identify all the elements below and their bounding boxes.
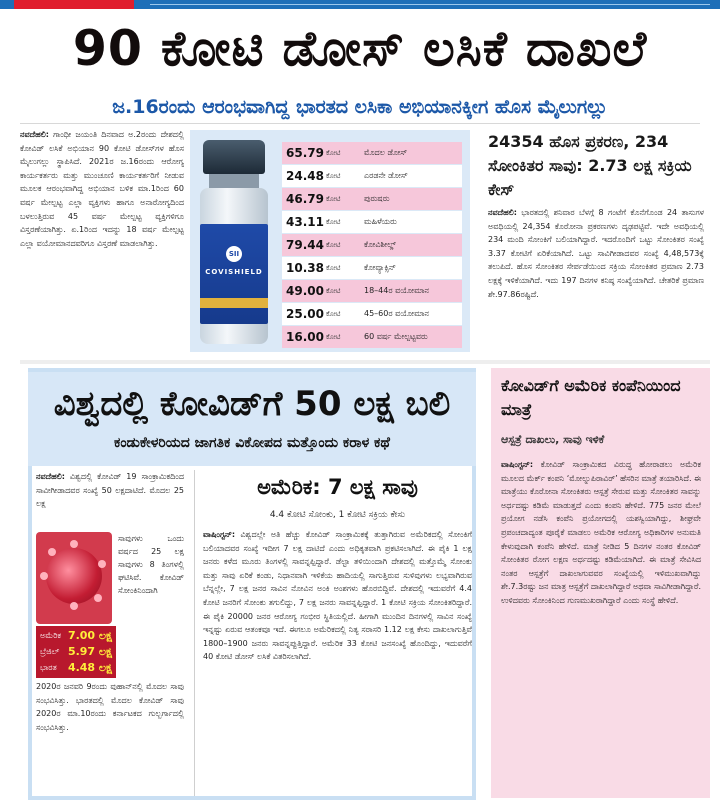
right-story: [488, 206, 704, 356]
usa-body-text: ವಿಶ್ವದಲ್ಲೇ ಅತಿ ಹೆಚ್ಚು ಕೋವಿಡ್ ಸಾಂಕ್ರಾಮಿಕಕ್ಕೆ ತುತ್ತಾಗಿರುವ ಅಮೆರಿಕದಲ್ಲಿ ಸೋಂಕಿಗೆ ಬಲಿಯಾದವರ ಸಂಖ್ಯೆ ಇದೀಗ 7 ಲಕ್ಷ ದಾಟಿದೆ ಎಂದು ಅಧಿಕೃತವಾಗಿ ಪ್ರಕಟಿಸಲಾಗಿದೆ. ಈ ಪೈಕಿ 1 ಲಕ್ಷ ಜನರು ಕಳೆದ ಮೂರು ತಿಂಗಳಲ್ಲಿ ಸಾವನ್ನಪ್ಪಿದ್ದಾರೆ. ಡೆಲ್ಟಾ ತಳಿಯಿಂದಾಗಿ ದೇಶದಲ್ಲಿ ಮತ್ತೊಮ್ಮೆ ಸೋಂಕು ಮತ್ತು ಸಾವು ಏರಿಕೆ ಕಂಡು, ನಿಧಾನವಾಗಿ ಇಳಿಕೆಯ ಹಾದಿಯಲ್ಲಿ ಸಾಗುತ್ತಿರುವ ಸುಳಿವುಗಳು ಲಭ್ಯವಾಗಿರುವ ಬೆನ್ನಲ್ಲೇ, 7 ಲಕ್ಷ ಜನರ ಸಾವಿನ ನೋವಿನ ಅಂಕಿ ಅಂಶಗಳು ಹೊರಬಿದ್ದಿವೆ. ದೇಶದಲ್ಲಿ ಇದುವರೆಗೆ 4.4 ಕೋಟಿ ಜನರಿಗೆ ಸೋಂಕು ತಗುಲಿದ್ದು, 7 ಲಕ್ಷ ಜನರು ಸಾವನ್ನಪ್ಪಿದ್ದಾರೆ. 1 ಕೋಟಿ ಸಕ್ರಿಯ ಸೋಂಕಿತರಿದ್ದಾರೆ. ಈ ಪೈಕಿ 20000 ಜನರ ಆರೋಗ್ಯ ಗಂಭೀರ ಸ್ಥಿತಿಯಲ್ಲಿದೆ. ಹೀಗಾಗಿ ಮುಂದಿನ ದಿನಗಳಲ್ಲಿ ಸಾವಿನ ಸಂಖ್ಯೆ ಇನ್ನಷ್ಟು ಏರುವ ಆತಂಕವೂ ಇದೆ. ಈಗಲೂ ಅಮೆರಿಕದಲ್ಲಿ ನಿತ್ಯ ಸರಾಸರಿ 1.12 ಲಕ್ಷ ಕೇಸು ದಾಖಲಾಗುತ್ತಿವೆ 1800–1900 ಜನರು ಸಾವನ್ನಪ್ಪುತ್ತಿದ್ದಾರೆ. ಅಮೆರಿಕ 33 ಕೋಟಿ ಜನಸಂಖ್ಯೆ ಹೊಂದಿದ್ದು, ಇದುವರೆಗೆ 40 ಕೋಟಿ ಡೋಸ್ ಲಸಿಕೆ ವಿತರಿಸಲಾಗಿದೆ.: [203, 530, 472, 662]
right-story-dateline: ನವದೆಹಲಿ:: [488, 208, 517, 217]
stat-unit: ಕೋಟಿ: [326, 287, 341, 295]
left-story: [20, 128, 184, 356]
stat-value: 79.44: [286, 238, 324, 252]
virus-spike: [48, 548, 56, 556]
vaccine-stat-row: [282, 280, 462, 302]
top-color-strip: [0, 0, 720, 9]
strip-line: [150, 4, 710, 5]
vaccine-stats-list: [282, 142, 462, 349]
country-value: 4.48 ಲಕ್ಷ: [67, 661, 112, 674]
world-left-column: [36, 470, 186, 796]
pill-story-text: ಕೋವಿಡ್ ಸಾಂಕ್ರಾಮಿಕದ ವಿರುದ್ಧ ಹೋರಾಡಲು ಅಮೆರಿಕ ಮೂಲದ ಮೆರ್ಕ್ ಕಂಪನಿ ‘ಮೋಲ್ನುಪಿರಾವಿರ್’ ಹೆಸರಿನ ಮಾತ್ರೆ ತಯಾರಿಸಿದೆ. ಈ ಮಾತ್ರೆಯು ಕೊರೋನಾ ಸೋಂಕಿತರು ಆಸ್ಪತ್ರೆ ಸೇರುವ ಮತ್ತು ಸೋಂಕಿತರ ಸಾವನ್ನು ಅರ್ಧದಷ್ಟು ಕಡಿಮೆ ಮಾಡುತ್ತದೆ ಎಂದು ಕಂಪನಿ ಹೇಳಿದೆ. 775 ಜನರ ಮೇಲೆ ಪ್ರಯೋಗ ನಡೆಸಿ ಕಂಪೆನಿ ಪ್ರಯೋಗದಲ್ಲಿ ಯಶಸ್ವಿಯಾಗಿದ್ದು, ಶೀಘ್ರವೇ ಪ್ರಪಂಚದಾದ್ಯಂತ ಪೂರೈಕೆ ಮಾಡಲು ಅಮೆರಿಕ ಆರೋಗ್ಯ ಅಧಿಕಾರಿಗಳ ಅನುಮತಿ ಕೇಳುವುದಾಗಿ ಕಂಪೆನಿ ಹೇಳಿದೆ. ಮಾತ್ರೆ ನೀಡಿದ 5 ದಿನಗಳ ನಂತರ ಕೋವಿಡ್ ಸೋಂಕಿತರ ರೋಗ ಲಕ್ಷಣ ಅರ್ಧದಷ್ಟು ಕಡಿಮೆಯಾಗಿದೆ. ಈ ಮಾತ್ರೆ ಸೇವಿಸಿದ ನಂತರ ಆಸ್ಪತ್ರೆಗೆ ದಾಖಲಾಗುವವರ ಸಂಖ್ಯೆಯಲ್ಲಿ ಇಳಿಮುಖವಾಗಿದ್ದು ಶೇ.7.3ರಷ್ಟು ಜನ ಮಾತ್ರ ಆಸ್ಪತ್ರೆಗೆ ದಾಖಲಾಗಿದ್ದಾರೆ ಅಥವಾ ಸಾವಿಗೀಡಾಗಿದ್ದಾರೆ. ಉಳಿದವರು ಸೋಂಕಿನಿಂದ ಗುಣಮುಖರಾಗಿದ್ದಾರೆ ಎಂದು ಸಂಸ್ಥೆ ಹೇಳಿದೆ.: [501, 460, 701, 605]
vaccine-stat-row: [282, 165, 462, 187]
pill-story-subhead: ಆಸ್ಪತ್ರೆ ದಾಖಲು, ಸಾವು ಇಳಿಕೆ: [501, 433, 605, 446]
vaccine-stat-row: [282, 211, 462, 233]
section-divider: [20, 360, 710, 364]
stat-value: 16.00: [286, 330, 324, 344]
usa-dateline: ವಾಷಿಂಗ್ಟನ್:: [203, 530, 236, 539]
vial-brand: COVISHIELD: [205, 268, 263, 276]
country-value: 5.97 ಲಕ್ಷ: [67, 645, 112, 658]
vaccine-stat-row: [282, 326, 462, 348]
country-deaths-box: [36, 626, 116, 678]
stat-label: ಪುರುಷರು: [364, 194, 390, 203]
stat-unit: ಕೋಟಿ: [326, 172, 341, 180]
vaccine-stat-row: [282, 234, 462, 256]
stat-value: 10.38: [286, 261, 324, 275]
stat-label: ಮೊದಲ ಡೋಸ್: [364, 148, 408, 157]
country-value: 7.00 ಲಕ್ಷ: [67, 629, 112, 642]
coronavirus-image: [36, 532, 112, 624]
country-stat-row: [40, 644, 112, 660]
vaccine-stat-row: [282, 142, 462, 164]
right-story-body: ಭಾರತದಲ್ಲಿ ಶನಿವಾರ ಬೆಳಗ್ಗೆ 8 ಗಂಟೆಗೆ ಕೊನೆಗೊಂಡ 24 ತಾಸುಗಳ ಅವಧಿಯಲ್ಲಿ 24,354 ಕೊರೋನಾ ಪ್ರಕರಣಗಳು ದೃಢಪಟ್ಟಿವೆ. ಇದೇ ಅವಧಿಯಲ್ಲಿ 234 ಮಂದಿ ಸೋಂಕಿಗೆ ಬಲಿಯಾಗಿದ್ದಾರೆ. ಇದರೊಂದಿಗೆ ಒಟ್ಟು ಸೋಂಕಿತರ ಸಂಖ್ಯೆ 3.37 ಕೋಟಿಗೆ ಏರಿಕೆಯಾಗಿದೆ. ಒಟ್ಟು ಸಾವಿಗೀಡಾದವರ ಸಂಖ್ಯೆ 4,48,573ಕ್ಕೆ ತಲುಪಿದೆ. ಹೊಸ ಸೋಂಕಿತರ ಸೇರ್ಪಡೆಯಿಂದ ಸಕ್ರಿಯ ಸೋಂಕಿತರ ಪ್ರಮಾಣ 2.73 ಲಕ್ಷಕ್ಕೆ ಇಳಿಕೆಯಾಗಿದೆ. ಇದು 197 ದಿನಗಳ ಕನಿಷ್ಠ ಸಂಖ್ಯೆಯಾಗಿದೆ. ಚೇತರಿಕೆ ಪ್ರಮಾಣ ಶೇ.97.86ರಷ್ಟಿದೆ.: [488, 208, 704, 299]
stat-unit: ಕೋಟಿ: [326, 241, 341, 249]
world-covid-title: ವಿಶ್ವದಲ್ಲಿ ಕೋವಿಡ್‌ಗೆ 50 ಲಕ್ಷ ಬಲಿ: [53, 384, 451, 424]
virus-spike: [70, 540, 78, 548]
stat-label: 18–44ರ ವಯೋಮಾನ: [364, 286, 429, 295]
vaccine-stat-row: [282, 303, 462, 325]
usa-subheadline: 4.4 ಕೋಟಿ ಸೋಂಕು, 1 ಕೋಟಿ ಸಕ್ರಿಯ ಕೇಸು: [269, 510, 406, 520]
stat-label: 45–60ರ ವಯೋಮಾನ: [364, 309, 429, 318]
sub-headline: ಜ.16ರಂದು ಆರಂಭವಾಗಿದ್ದ ಭಾರತದ ಲಸಿಕಾ ಅಭಿಯಾನಕ್ಕೀಗ ಹೊಸ ಮೈಲುಗಲ್ಲು: [20, 92, 700, 124]
section-tag: [14, 0, 134, 9]
world-left-intro-text: ವಿಶ್ವದಲ್ಲಿ ಕೋವಿಡ್ 19 ಸಾಂಕ್ರಾಮಿಕದಿಂದ ಸಾವೀಗೀಡಾದವರ ಸಂಖ್ಯೆ 50 ಲಕ್ಷದಾಟಿದೆ. ಮೊದಲ 25 ಲಕ್ಷ: [36, 472, 184, 509]
world-left-dateline: ನವದೆಹಲಿ:: [36, 472, 65, 481]
left-story-body: ಗಾಂಧೀ ಜಯಂತಿ ದಿನವಾದ ಅ.2ರಂದು ದೇಶದಲ್ಲಿ ಕೋವಿಡ್ ಲಸಿಕೆ ಅಭಿಯಾನ 90 ಕೋಟಿ ಡೋಸ್‌ಗಳ ಹೊಸ ಮೈಲುಗಲ್ಲು ಸ್ಥಾಪಿಸಿದೆ. 2021ರ ಜ.16ರಂದು ಆರೋಗ್ಯ ಕಾರ್ಯಕರ್ತರು ಮತ್ತು ಮುಂಚೂಣಿ ಕಾರ್ಯಕರ್ತರಿಗೆ ನೀಡುವ ಮೂಲಕ ಆರಂಭವಾಗಿದ್ದ ಅಭಿಯಾನ ಬಳಿಕ ಮಾ.1ರಿಂದ 60 ವರ್ಷ ಮೇಲ್ಪಟ್ಟ ಎಲ್ಲಾ ವ್ಯಕ್ತಿಗಳು ಹಾಗೂ ಅನಾರೋಗ್ಯದಿಂದ ಬಳಲುತ್ತಿರುವ 45 ವರ್ಷ ಮೇಲ್ಪಟ್ಟ ವ್ಯಕ್ತಿಗಳಿಗೂ ವಿಸ್ತರಣೆಯಾಗಿತ್ತು. ಏ.1ರಿಂದ ಇದನ್ನು 18 ವರ್ಷ ಮೇಲ್ಪಟ್ಟ ಎಲ್ಲಾ ವಯೋಮಾನದವರಿಗೂ ವಿಸ್ತರಣೆ ಮಾಡಲಾಗಿತ್ತು.: [20, 130, 184, 248]
vaccine-infobox: [190, 130, 470, 352]
right-story-headline: 24354 ಹೊಸ ಪ್ರಕರಣ, 234 ಸೋಂಕಿತರ ಸಾವು: 2.73 ಲಕ್ಷ ಸಕ್ರಿಯ ಕೇಸ್: [488, 132, 692, 199]
virus-spike: [40, 572, 48, 580]
pill-story-box: [491, 368, 710, 798]
vial-neck: [209, 174, 259, 188]
stat-value: 65.79: [286, 146, 324, 160]
world-left-more-text: 2020ರ ಜನವರಿ 9ರಂದು ವುಹಾನ್‌ನಲ್ಲಿ ಮೊದಲ ಸಾವು ಸಂಭವಿಸಿತ್ತು. ಭಾರತದಲ್ಲಿ ಮೊದಲ ಕೋವಿಡ್ ಸಾವು 2020ರ ಮಾ.10ರಂದು ಕರ್ನಾಟಕದ ಗುಲ್ಬರ್ಗಾದಲ್ಲಿ ಸಂಭವಿಸಿತ್ತು.: [36, 682, 184, 732]
pill-story-body: [501, 458, 701, 792]
stat-unit: ಕೋಟಿ: [326, 310, 341, 318]
stat-unit: ಕೋಟಿ: [326, 264, 341, 272]
vial-stripe: [200, 298, 268, 308]
stat-unit: ಕೋಟಿ: [326, 218, 341, 226]
main-headline: 90 ಕೋಟಿ ಡೋಸ್ ಲಸಿಕೆ ದಾಖಲೆ: [72, 20, 648, 77]
country-name: ಅಮೆರಿಕ: [40, 631, 62, 640]
stat-label: 60 ವರ್ಷ ಮೇಲ್ಪಟ್ಟವರು: [364, 332, 428, 341]
stat-value: 25.00: [286, 307, 324, 321]
stat-label: ಎರಡನೇ ಡೋಸ್: [364, 171, 408, 180]
country-name: ಭಾರತ: [40, 663, 57, 672]
virus-spike: [98, 560, 106, 568]
world-covid-header: [28, 372, 476, 466]
vaccine-stat-row: [282, 257, 462, 279]
vaccine-stat-row: [282, 188, 462, 210]
stat-value: 46.79: [286, 192, 324, 206]
world-covid-subtitle: ಕಂಡುಕೇಳರಿಯದ ಜಾಗತಿಕ ವಿಕೋಪದ ಮತ್ತೊಂದು ಕರಾಳ ಕಥೆ: [114, 435, 390, 451]
stat-label: ಮಹಿಳೆಯರು: [364, 217, 397, 226]
country-stat-row: [40, 628, 112, 644]
usa-story: [194, 470, 472, 796]
world-left-intro: [36, 470, 184, 528]
stat-value: 24.48: [286, 169, 324, 183]
sii-logo: SII: [226, 246, 242, 262]
usa-story-body: [203, 528, 472, 790]
vial-label: [200, 224, 268, 324]
virus-spike: [70, 602, 78, 610]
stat-label: ಕೋವಿಶೀಲ್ಡ್: [364, 240, 396, 249]
stat-label: ಕೋವ್ಯಾಕ್ಸಿನ್: [364, 263, 396, 272]
pill-story-headline: ಕೋವಿಡ್‌ಗೆ ಅಮೆರಿಕ ಕಂಪೆನಿಯಿಂದ ಮಾತ್ರೆ: [501, 376, 681, 419]
covishield-vial-image: [196, 140, 272, 344]
stat-unit: ಕೋಟಿ: [326, 195, 341, 203]
stat-unit: ಕೋಟಿ: [326, 149, 341, 157]
left-story-dateline: ನವದೆಹಲಿ:: [20, 130, 49, 139]
stat-value: 49.00: [286, 284, 324, 298]
country-stat-row: [40, 660, 112, 676]
virus-spike: [94, 594, 102, 602]
world-left-side-text: ಸಾವುಗಳು ಒಂದು ವರ್ಷದ 25 ಲಕ್ಷ ಸಾವುಗಳು 8 ತಿಂಗಳಲ್ಲಿ ಘಟಿಸಿವೆ. ಕೋವಿಡ್ ಸೋಂಕಿನಿಂದಾಗಿ: [118, 534, 184, 595]
country-name: ಬ್ರೆಜಿಲ್: [40, 647, 60, 656]
vial-cap: [203, 140, 265, 174]
stat-value: 43.11: [286, 215, 324, 229]
stat-unit: ಕೋಟಿ: [326, 333, 341, 341]
pill-story-dateline: ವಾಷಿಂಗ್ಟನ್:: [501, 460, 534, 469]
usa-headline: ಅಮೆರಿಕ: 7 ಲಕ್ಷ ಸಾವು: [257, 475, 418, 499]
